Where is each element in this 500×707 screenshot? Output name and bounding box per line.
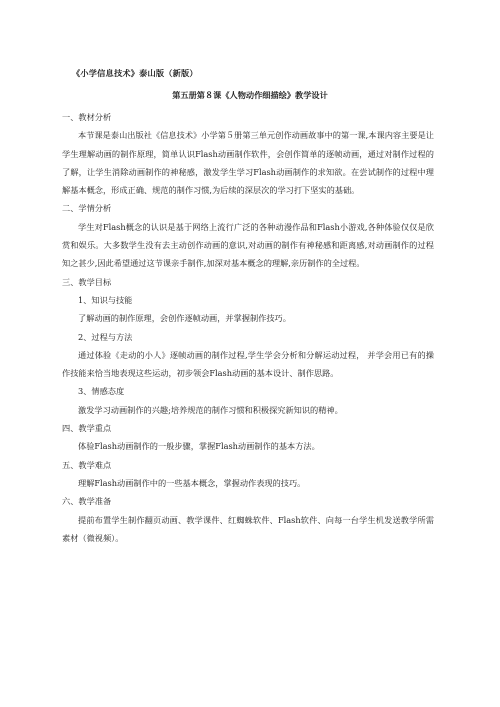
section-heading-student-analysis: 二、学情分析 [62,203,112,214]
section-heading-key-points: 四、教学重点 [62,423,112,434]
section-heading-difficulties: 五、教学难点 [62,459,112,470]
goal-title-attitude: 3、情感态度 [78,386,125,397]
section-heading-textbook-analysis: 一、教材分析 [62,112,112,122]
goal-text-attitude: 激发学习动画制作的兴趣;培养规范的制作习惯和积极探究新知识的精神。 [78,404,343,415]
section-heading-preparation: 六、教学准备 [62,496,112,507]
goal-title-knowledge: 1、知识与技能 [78,294,133,305]
goal-text-knowledge: 了解动画的制作原理，会创作逐帧动画，并掌握制作技巧。 [78,313,291,324]
goal-title-process: 2、过程与方法 [78,331,133,342]
section-paragraph-textbook-analysis: 本节课是泰山出版社《信息技术》小学第５册第三单元创作动画故事中的第一课,本课内容主要是让学生理解动画的制作原理，简单认识Flash动画制作软件，会创作简单的逐帧动画，通过对制作过程的了解，让学生消除动画制作的神秘感，激发学生学习Flash动画制作的求知欲。在尝试制作的过程中理解基本概念，形成正确、规范的制作习惯,为后续的深层次的学习打下坚实的基础。 [62,130,434,196]
section-paragraph-difficulties: 理解Flash动画制作中的一些基本概念，掌握动作表现的技巧。 [78,477,306,488]
section-paragraph-key-points: 体验Flash动画制作的一般步骤，掌握Flash动画制作的基本方法。 [78,441,320,452]
document-body [62,108,434,547]
document-title: 第五册第８课《人物动作细描绘》教学设计 [172,90,328,100]
book-title: 《小学信息技术》泰山版（新版） [72,68,198,78]
section-heading-teaching-goals: 三、教学目标 [62,276,112,287]
section-paragraph-student-analysis: 学生对Flash概念的认识是基于网络上流行广泛的各种动漫作品和Flash小游戏,各种体验仅仅是欣赏和娱乐。大多数学生没有去主动创作动画的意识,对动画的制作有神秘感和距离感,对动画制作的过程知之甚少,因此希望通过这节课亲手制作,加深对基本概念的理解,亲历制作的全过程。 [62,221,434,269]
section-paragraph-preparation: 提前布置学生制作翻页动画、教学课件、红蜘蛛软件、Flash软件、向每一台学生机发送教学所需素材（微视频）。 [62,514,434,543]
goal-text-process: 通过体验《走动的小人》逐帧动画的制作过程,学生学会分析和分解运动过程， 并学会用已有的操作技能来恰当地表现这些运动，初步领会Flash动画的基本设计、制作思路。 [62,349,434,379]
